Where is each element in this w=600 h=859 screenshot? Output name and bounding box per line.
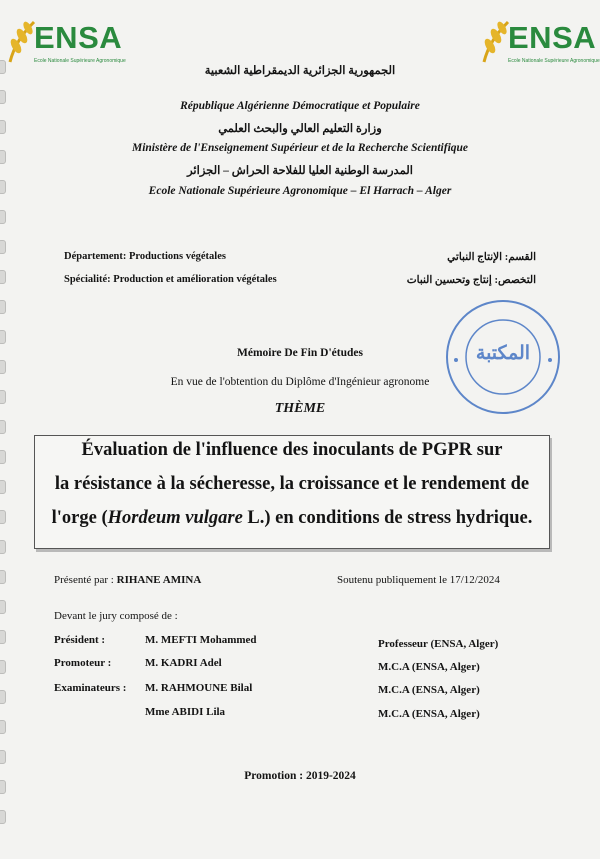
jury-title: M.C.A (ENSA, Alger) [378, 661, 480, 673]
memoire-title: Mémoire De Fin D'études [237, 347, 363, 359]
department-french: Département: Productions végétales [64, 251, 226, 262]
student-name: RIHANE AMINA [116, 574, 202, 586]
theme-line-2: la résistance à la sécheresse, la croissance et le rendement de [54, 474, 530, 494]
jury-name: M. RAHMOUNE Bilal [145, 682, 253, 694]
jury-title: M.C.A (ENSA, Alger) [378, 708, 480, 720]
logo-text: ENSA [508, 20, 597, 55]
jury-name: M. KADRI Adel [145, 657, 222, 669]
jury-role: Président : [54, 634, 106, 646]
promotion: Promotion : 2019-2024 [244, 770, 356, 782]
theme-box [34, 435, 550, 549]
speciality-arabic: التخصص: إنتاج وتحسين النبات [406, 275, 536, 286]
presented-by [54, 574, 201, 586]
jury-name: M. MEFTI Mohammed [145, 634, 257, 646]
theme-species: Hordeum vulgare [107, 508, 243, 528]
defense-date: Soutenu publiquement le 17/12/2024 [337, 574, 500, 586]
theme-line-3-post: L.) en conditions de stress hydrique. [242, 508, 533, 528]
presented-label: Présenté par : [54, 574, 114, 586]
department-arabic: القسم: الإنتاج النباتي [447, 252, 536, 263]
wheat-icon [4, 16, 38, 64]
ministry-arabic: وزارة التعليم العالي والبحث العلمي [218, 123, 382, 135]
jury-role: Promoteur : [54, 657, 112, 669]
memoire-subtitle: En vue de l'obtention du Diplôme d'Ingénieur agronome [170, 376, 430, 388]
jury-title: M.C.A (ENSA, Alger) [378, 684, 480, 696]
jury-role: Examinateurs : [54, 682, 127, 694]
speciality-french: Spécialité: Production et amélioration végétales [64, 274, 277, 285]
jury-name: Mme ABIDI Lila [145, 706, 226, 718]
logo-subtitle: Ecole Nationale Supérieure Agronomique [34, 58, 126, 64]
republic-french: République Algérienne Démocratique et Populaire [180, 100, 420, 112]
school-arabic: المدرسة الوطنية العليا للفلاحة الحراش – الجزائر [187, 165, 413, 177]
theme-line-1: Évaluation de l'influence des inoculants de PGPR sur [81, 440, 503, 460]
ministry-french: Ministère de l'Enseignement Supérieur et de la Recherche Scientifique [131, 142, 469, 154]
theme-line-3-pre: l'orge ( [51, 508, 108, 528]
jury-intro: Devant le jury composé de : [54, 610, 178, 622]
school-french: Ecole Nationale Supérieure Agronomique – El Harrach – Alger [148, 185, 452, 197]
stamp-text: المكتبة [475, 343, 531, 364]
republic-arabic: الجمهورية الجزائرية الديمقراطية الشعبية [204, 65, 396, 77]
logo-subtitle: Ecole Nationale Supérieure Agronomique [508, 58, 600, 64]
theme-line-3 [35, 508, 549, 529]
jury-title: Professeur (ENSA, Alger) [378, 638, 499, 650]
wheat-icon [478, 16, 512, 64]
theme-label: THÈME [274, 401, 326, 416]
logo-text: ENSA [34, 20, 123, 55]
